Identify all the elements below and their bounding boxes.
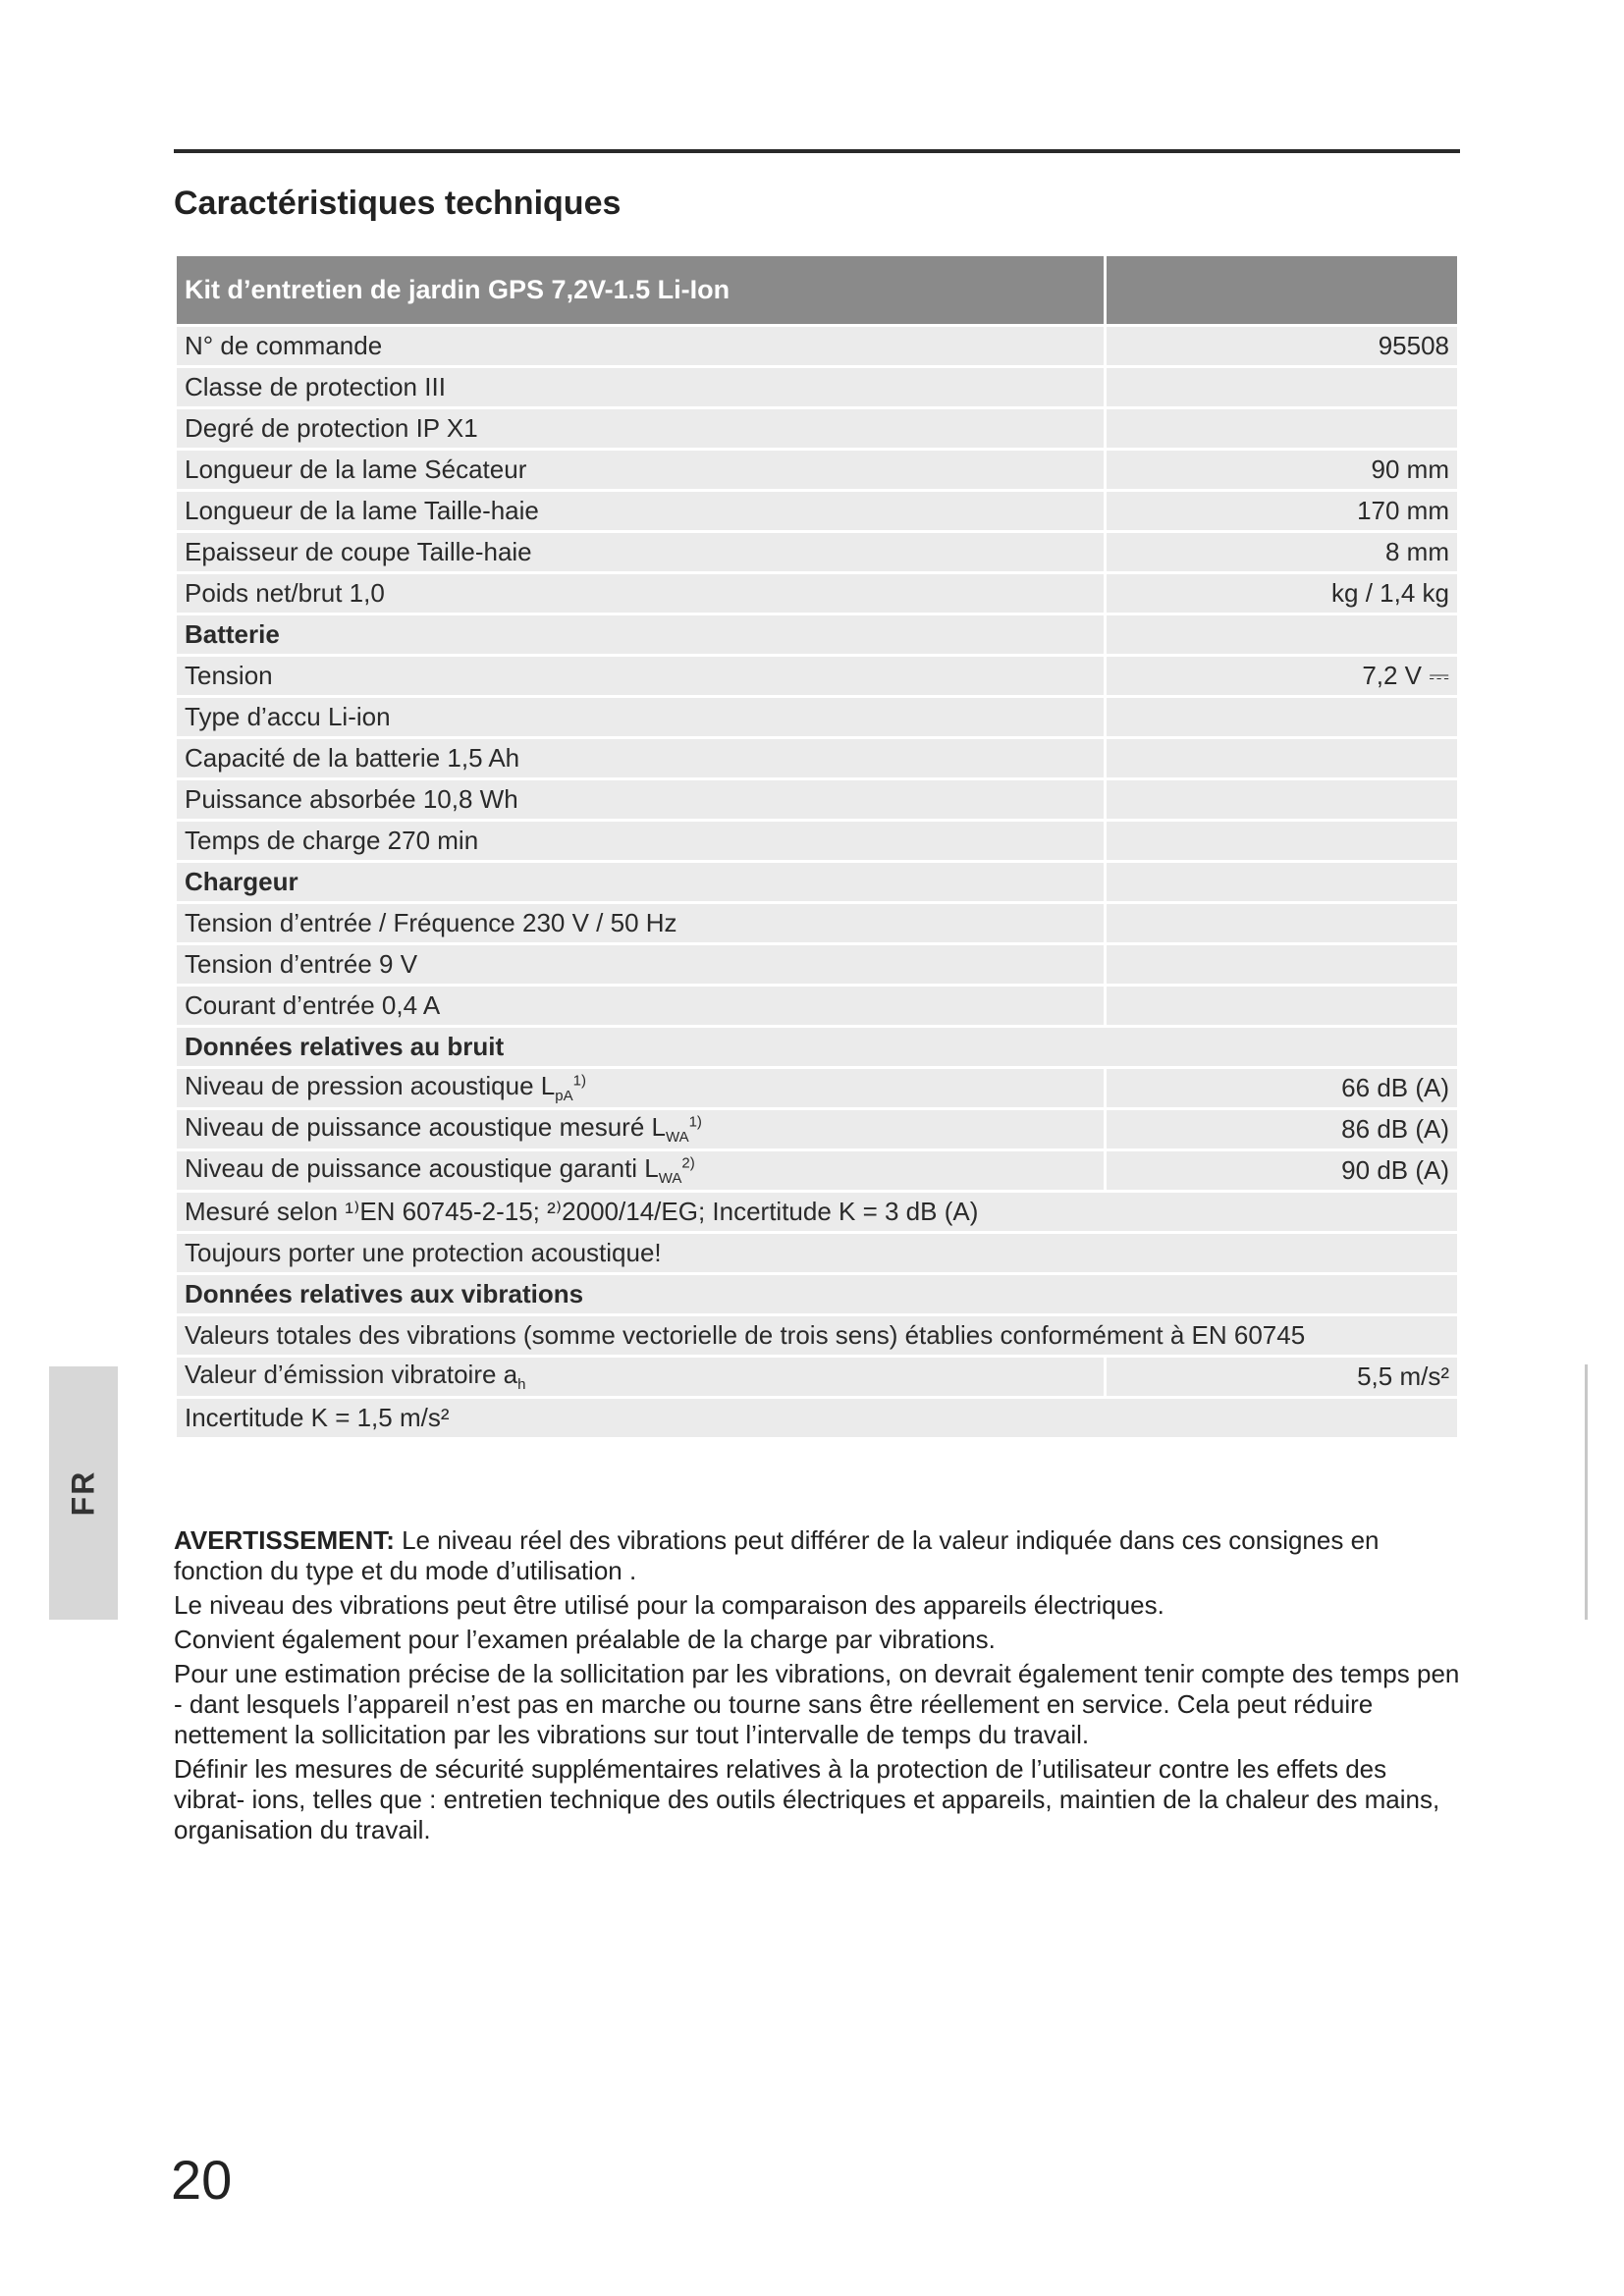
page-title: Caractéristiques techniques	[174, 185, 622, 222]
row-label: Longueur de la lame Taille-haie	[176, 491, 1106, 532]
row-value	[1106, 408, 1459, 450]
row-value: 8 mm	[1106, 532, 1459, 573]
section-label: Données relatives au bruit	[176, 1027, 1459, 1068]
table-row	[176, 986, 1459, 1027]
table-row	[176, 738, 1459, 779]
table-row	[176, 1233, 1459, 1274]
table-row	[176, 1109, 1459, 1150]
row-label: Incertitude K = 1,5 m/s²	[176, 1398, 1459, 1439]
row-value	[1106, 903, 1459, 944]
row-label: Puissance absorbée 10,8 Wh	[176, 779, 1106, 821]
row-label: Longueur de la lame Sécateur	[176, 450, 1106, 491]
row-value	[1106, 944, 1459, 986]
section-row-bruit	[176, 1027, 1459, 1068]
table-header-row	[176, 255, 1459, 326]
row-value: 90 dB (A)	[1106, 1150, 1459, 1192]
language-tab-label: FR	[65, 1469, 101, 1517]
table-header-value	[1106, 255, 1459, 326]
table-row	[176, 573, 1459, 614]
table-row	[176, 821, 1459, 862]
row-value: 66 dB (A)	[1106, 1068, 1459, 1109]
section-row-vibrations	[176, 1274, 1459, 1315]
spec-table	[174, 253, 1460, 1440]
row-label: Toujours porter une protection acoustique!	[176, 1233, 1459, 1274]
table-row	[176, 1150, 1459, 1192]
row-value: 86 dB (A)	[1106, 1109, 1459, 1150]
footnote-mark: 1)	[688, 1113, 702, 1131]
section-label: Batterie	[176, 614, 1106, 656]
row-label: Tension d’entrée 9 V	[176, 944, 1106, 986]
row-label: Capacité de la batterie 1,5 Ah	[176, 738, 1106, 779]
table-row	[176, 1357, 1459, 1398]
row-label: Poids net/brut 1,0	[176, 573, 1106, 614]
table-row	[176, 1315, 1459, 1357]
subscript: h	[517, 1376, 526, 1394]
table-row	[176, 903, 1459, 944]
row-value: kg / 1,4 kg	[1106, 573, 1459, 614]
row-label-text: Niveau de puissance acoustique garanti L	[185, 1153, 659, 1184]
row-label-text: Niveau de puissance acoustique mesuré L	[185, 1112, 666, 1143]
subscript: pA	[555, 1088, 573, 1105]
row-label: Temps de charge 270 min	[176, 821, 1106, 862]
table-row	[176, 779, 1459, 821]
warning-label: AVERTISSEMENT:	[174, 1525, 395, 1555]
table-row	[176, 450, 1459, 491]
row-value	[1106, 367, 1459, 408]
row-label: Mesuré selon ¹⁾EN 60745-2-15; ²⁾2000/14/EG; Incertitude K = 3 dB (A)	[176, 1192, 1459, 1233]
row-value	[1106, 986, 1459, 1027]
note-paragraph: Pour une estimation précise de la sollicitation par les vibrations, on devrait également tenir compte des temps pen - dant lesquels l’appareil n’est pas en marche ou tourne sans être réellement en service. Cela peut réduire nettement la sollicitation par les vibrations sur tout l’intervalle de temps du travail.	[174, 1659, 1460, 1749]
row-value	[1106, 862, 1459, 903]
table-row	[176, 326, 1459, 367]
row-value: 170 mm	[1106, 491, 1459, 532]
note-paragraph: Convient également pour l’examen préalable de la charge par vibrations.	[174, 1625, 996, 1654]
subscript: WA	[658, 1170, 682, 1188]
row-label: Courant d’entrée 0,4 A	[176, 986, 1106, 1027]
row-label	[176, 1109, 1106, 1150]
row-label-text: Valeur d’émission vibratoire a	[185, 1360, 518, 1390]
table-row	[176, 944, 1459, 986]
row-label-text: Niveau de pression acoustique L	[185, 1071, 556, 1101]
row-label: Valeurs totales des vibrations (somme vectorielle de trois sens) établies conformément à EN 60745	[176, 1315, 1459, 1357]
footnote-mark: 1)	[572, 1072, 586, 1090]
row-value: 95508	[1106, 326, 1459, 367]
table-row	[176, 1398, 1459, 1439]
row-value	[1106, 614, 1459, 656]
table-row	[176, 697, 1459, 738]
row-label	[176, 1150, 1106, 1192]
row-label	[176, 1357, 1106, 1398]
table-row	[176, 1068, 1459, 1109]
row-label: Degré de protection IP X1	[176, 408, 1106, 450]
language-tab	[49, 1366, 118, 1620]
table-row	[176, 532, 1459, 573]
table-row	[176, 367, 1459, 408]
table-header: Kit d’entretien de jardin GPS 7,2V-1.5 Li-Ion	[176, 255, 1106, 326]
table-row	[176, 408, 1459, 450]
subscript: WA	[665, 1129, 689, 1147]
row-label: Tension	[176, 656, 1106, 697]
page-number: 20	[171, 2149, 233, 2211]
section-row-batterie	[176, 614, 1459, 656]
row-label: Classe de protection III	[176, 367, 1106, 408]
row-label	[176, 1068, 1106, 1109]
warning-notes	[174, 1525, 1462, 1849]
section-label: Données relatives aux vibrations	[176, 1274, 1459, 1315]
row-value: 7,2 V ⎓	[1106, 656, 1459, 697]
top-rule	[174, 149, 1460, 153]
row-value	[1106, 697, 1459, 738]
note-paragraph: Définir les mesures de sécurité supplémentaires relatives à la protection de l’utilisateur contre les effets des vibrat- ions, telles que : entretien technique des outils électriques et appareils, maintien de la chaleur des mains, organisation du travail.	[174, 1754, 1440, 1844]
row-value	[1106, 779, 1459, 821]
row-label: Type d’accu Li-ion	[176, 697, 1106, 738]
row-value	[1106, 738, 1459, 779]
section-row-chargeur	[176, 862, 1459, 903]
warning-paragraph	[174, 1525, 1462, 1586]
footnote-mark: 2)	[681, 1154, 695, 1172]
table-row	[176, 1192, 1459, 1233]
table-row	[176, 656, 1459, 697]
warning-text: Le niveau réel des vibrations peut différer de la valeur indiquée dans ces consignes en fonction du type et du mode d’utilisation .	[174, 1525, 1380, 1585]
row-label: Tension d’entrée / Fréquence 230 V / 50 Hz	[176, 903, 1106, 944]
table-row	[176, 491, 1459, 532]
section-label: Chargeur	[176, 862, 1106, 903]
row-value: 90 mm	[1106, 450, 1459, 491]
margin-mark	[1585, 1364, 1588, 1620]
row-value	[1106, 821, 1459, 862]
row-label: N° de commande	[176, 326, 1106, 367]
row-label: Epaisseur de coupe Taille-haie	[176, 532, 1106, 573]
row-value: 5,5 m/s²	[1106, 1357, 1459, 1398]
note-paragraph: Le niveau des vibrations peut être utilisé pour la comparaison des appareils électriques.	[174, 1590, 1164, 1620]
